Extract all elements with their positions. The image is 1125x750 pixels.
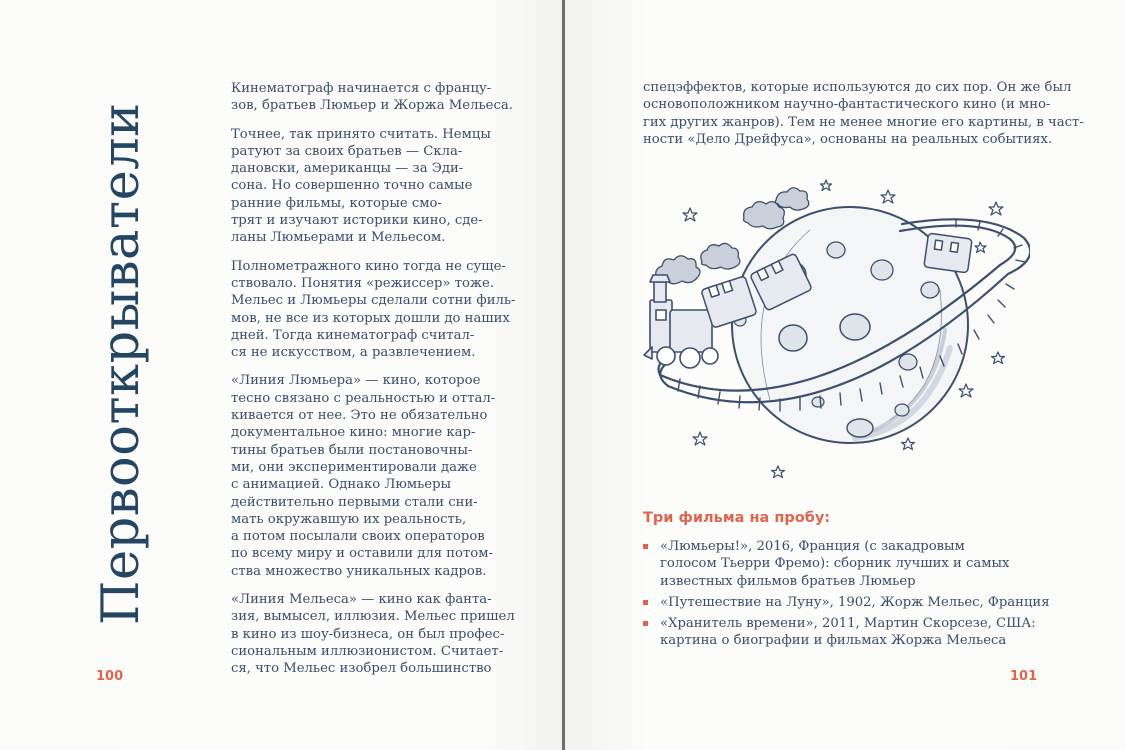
paragraph xyxy=(231,258,516,362)
text-line: мать окружавшую их реальность, xyxy=(231,511,467,527)
list-item xyxy=(643,615,1043,650)
text-line: зия, вымысел, иллюзия. Мельес пришел xyxy=(231,609,515,625)
text-line: Точнее, так принято считать. Немцы xyxy=(231,126,491,142)
text-line: картина о биографии и фильмах Жоржа Мельеса xyxy=(660,633,1007,649)
text-line: в кино из шоу-бизнеса, он был профес- xyxy=(231,626,505,642)
text-line: сона. Но совершенно точно самые xyxy=(231,178,473,194)
recommendations-heading: Три фильма на пробу: xyxy=(643,510,831,526)
text-line: «Хранитель времени», 2011, Мартин Скорсезе, США: xyxy=(660,616,1036,632)
text-line: действительно первыми стали сни- xyxy=(231,494,478,510)
paragraph xyxy=(231,126,491,247)
text-line: дановски, американцы — за Эди- xyxy=(231,161,464,177)
paragraph xyxy=(231,591,515,677)
text-line: тины братьев были постановочны- xyxy=(231,442,473,458)
text-line: ми, они экспериментировали даже xyxy=(231,459,477,475)
text-line: гих других жанров). Тем не менее многие его картины, в част- xyxy=(643,114,1084,130)
left-body-text xyxy=(231,80,516,689)
bullet-icon xyxy=(643,621,648,626)
text-line: ся не искусством, а развлечением. xyxy=(231,345,476,361)
text-line: кивается от нее. Это не обязательно xyxy=(231,408,488,424)
list-item xyxy=(643,594,1050,611)
text-line: Полнометражного кино тогда не суще- xyxy=(231,258,506,274)
bullet-icon xyxy=(643,544,648,549)
text-line: а потом посылали своих операторов xyxy=(231,529,485,545)
text-line: документальное кино: многие кар- xyxy=(231,425,476,441)
text-line: «Линия Мельеса» — кино как фанта- xyxy=(231,592,492,608)
text-line: ствовало. Понятия «режиссер» тоже. xyxy=(231,275,495,291)
text-line: голосом Тьерри Фремо): сборник лучших и самых xyxy=(660,556,1010,572)
bullet-icon xyxy=(643,600,648,605)
moon-train-illustration xyxy=(640,170,1030,490)
text-line: «Линия Люмьера» — кино, которое xyxy=(231,373,481,389)
text-line: Кинематограф начинается с францу- xyxy=(231,81,492,96)
list-item xyxy=(643,538,1043,590)
text-line: основоположником научно-фантастического кино (и мно- xyxy=(643,97,1051,113)
text-line: ства множество уникальных кадров. xyxy=(231,563,487,579)
text-line: ранние фильмы, которые смо- xyxy=(231,195,442,211)
text-line: мов, не все из которых дошли до наших xyxy=(231,310,510,326)
recommendations-list xyxy=(643,538,1050,654)
text-line: ся, что Мельес изобрел большинство xyxy=(231,661,492,677)
text-line: дней. Тогда кинематограф считал- xyxy=(231,327,475,343)
text-line: ратуют за своих братьев — Скла- xyxy=(231,143,463,159)
text-line: ланы Люмьерами и Мельесом. xyxy=(231,230,446,246)
page-number-left: 100 xyxy=(96,669,124,684)
text-line: ности «Дело Дрейфуса», основаны на реальных событиях. xyxy=(643,131,1053,147)
text-line: по всему миру и оставили для потом- xyxy=(231,546,493,562)
text-line: зов, братьев Люмьер и Жоржа Мельеса. xyxy=(231,98,513,114)
text-line: сиональным иллюзионистом. Считает- xyxy=(231,643,504,659)
text-line: Мельес и Люмьеры сделали сотни филь- xyxy=(231,293,516,309)
right-body-text xyxy=(643,79,1084,159)
page-number-right: 101 xyxy=(1010,669,1038,684)
text-line: тесно связано с реальностью и оттал- xyxy=(231,390,496,406)
text-line: известных фильмов братьев Люмьер xyxy=(660,573,916,589)
paragraph xyxy=(231,372,496,580)
text-line: с анимацией. Однако Люмьеры xyxy=(231,477,452,493)
page-title: Первооткрыватели xyxy=(92,102,151,625)
paragraph xyxy=(643,79,1084,148)
paragraph xyxy=(231,80,513,115)
text-line: «Путешествие на Луну», 1902, Жорж Мельес, Франция xyxy=(660,594,1050,610)
text-line: спецэффектов, которые используются до сих пор. Он же был xyxy=(643,80,1072,95)
text-line: «Люмьеры!», 2016, Франция (с закадровым xyxy=(660,539,965,554)
text-line: трят и изучают историки кино, сде- xyxy=(231,213,483,229)
